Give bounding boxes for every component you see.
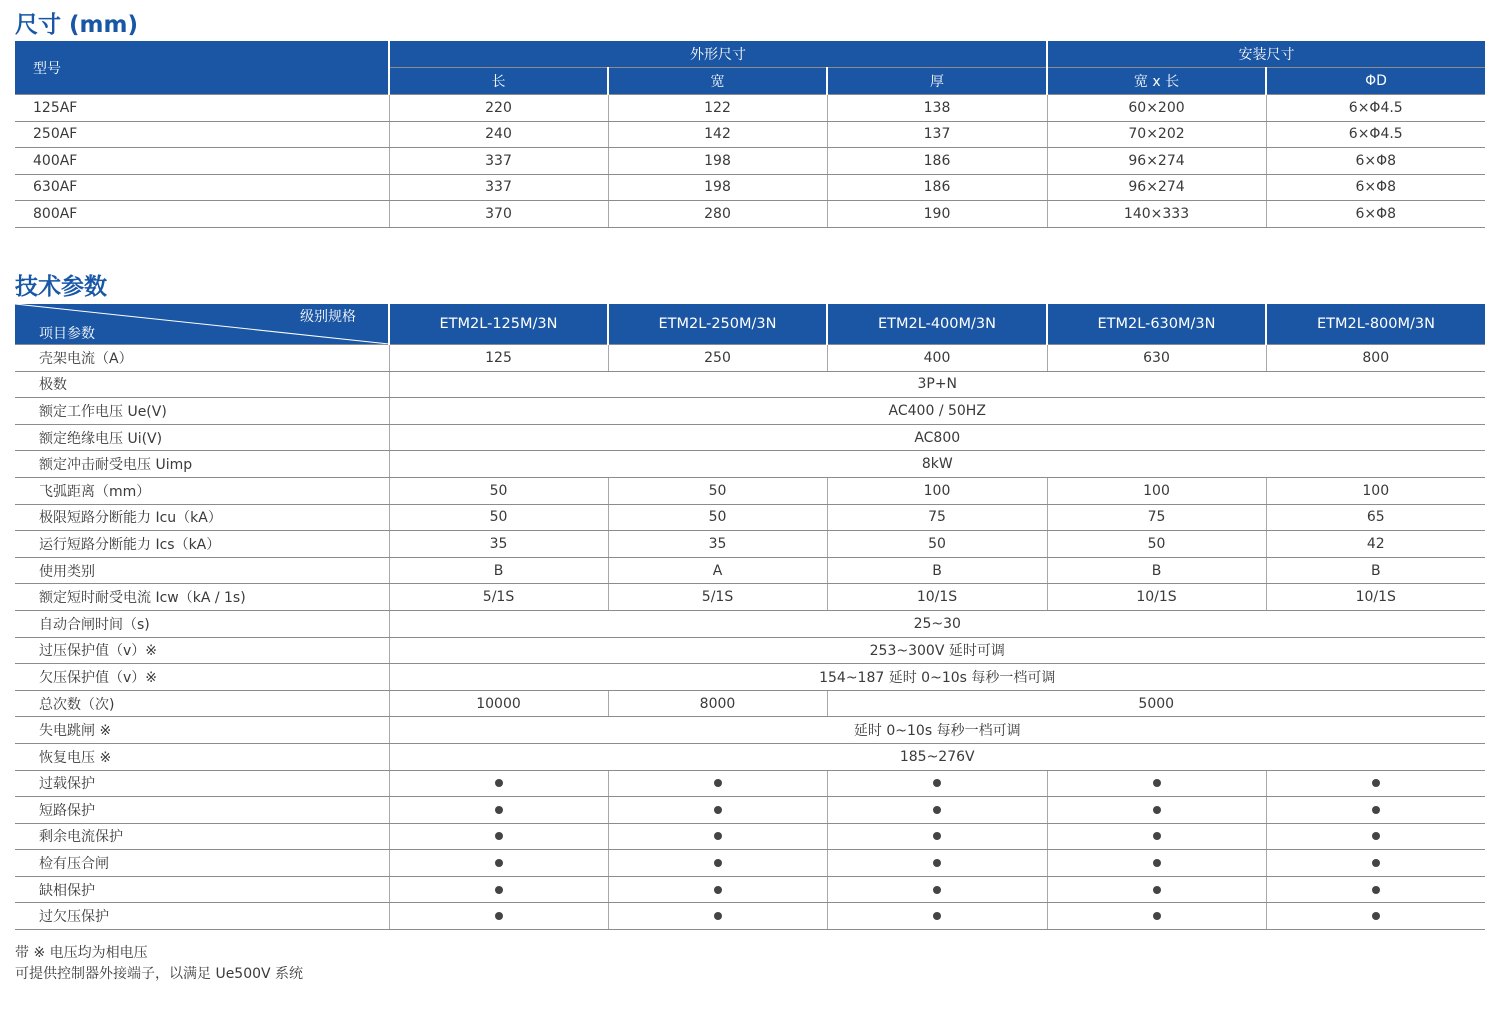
value-cell: 60×200 (1047, 95, 1266, 122)
dim-subheader: 厚 (827, 68, 1047, 95)
param-label: 过压保护值（v）※ (15, 637, 389, 664)
value-cell: 100 (1047, 477, 1266, 504)
model-header: ETM2L-250M/3N (608, 304, 827, 345)
bullet-dot-icon (1372, 779, 1380, 787)
supported-cell (1266, 903, 1485, 930)
bullet-dot-icon (714, 779, 722, 787)
bullet-dot-icon (933, 832, 941, 840)
table-row (15, 903, 1485, 930)
supported-cell (1266, 850, 1485, 877)
supported-cell (1047, 770, 1266, 797)
table-row (15, 637, 1485, 664)
value-cell: 100 (1266, 477, 1485, 504)
value-cell: B (827, 557, 1047, 584)
dim-subheader: 宽 x 长 (1047, 68, 1266, 95)
value-cell: 6×Φ8 (1266, 148, 1485, 175)
supported-cell (827, 797, 1047, 824)
value-cell: 190 (827, 201, 1047, 228)
value-cell: 240 (389, 121, 608, 148)
value-cell: 6×Φ8 (1266, 174, 1485, 201)
param-label: 飞弧距离（mm） (15, 477, 389, 504)
supported-cell (389, 823, 608, 850)
param-label: 过载保护 (15, 770, 389, 797)
mounting-dimensions-header: 安装尺寸 (1047, 41, 1485, 68)
table-row (15, 451, 1485, 478)
supported-cell (1047, 903, 1266, 930)
bullet-dot-icon (495, 779, 503, 787)
merged-value-cell: 5000 (827, 690, 1485, 717)
value-cell: 10/1S (1047, 584, 1266, 611)
bullet-dot-icon (1153, 806, 1161, 814)
bullet-dot-icon (714, 859, 722, 867)
merged-value-cell: 8kW (389, 451, 1485, 478)
value-cell: 142 (608, 121, 827, 148)
value-cell: 50 (1047, 531, 1266, 558)
table-row (15, 345, 1485, 372)
bullet-dot-icon (714, 886, 722, 894)
corner-param-label: 项目参数 (39, 326, 95, 342)
value-cell: 70×202 (1047, 121, 1266, 148)
table-row (15, 504, 1485, 531)
bullet-dot-icon (714, 832, 722, 840)
value-cell: 75 (1047, 504, 1266, 531)
value-cell: 100 (827, 477, 1047, 504)
value-cell: 220 (389, 95, 608, 122)
value-cell: 186 (827, 148, 1047, 175)
supported-cell (389, 797, 608, 824)
value-cell: 280 (608, 201, 827, 228)
supported-cell (827, 850, 1047, 877)
param-label: 总次数（次) (15, 690, 389, 717)
bullet-dot-icon (1153, 886, 1161, 894)
table-row (15, 717, 1485, 744)
value-cell: 10000 (389, 690, 608, 717)
value-cell: 5/1S (608, 584, 827, 611)
corner-spec-label: 级别规格 (300, 309, 356, 325)
corner-header (15, 304, 389, 345)
table-row (15, 743, 1485, 770)
value-cell: 186 (827, 174, 1047, 201)
table-row (15, 174, 1485, 201)
value-cell: 75 (827, 504, 1047, 531)
value-cell: B (389, 557, 608, 584)
bullet-dot-icon (933, 912, 941, 920)
value-cell: 370 (389, 201, 608, 228)
table-row (15, 664, 1485, 691)
model-cell: 800AF (15, 201, 389, 228)
supported-cell (1266, 770, 1485, 797)
merged-value-cell: 25~30 (389, 610, 1485, 637)
bullet-dot-icon (1153, 859, 1161, 867)
param-label: 失电跳闸 ※ (15, 717, 389, 744)
dimensions-title: 尺寸 (mm) (15, 12, 138, 38)
value-cell: 6×Φ4.5 (1266, 95, 1485, 122)
dimensions-table (15, 41, 1485, 228)
param-label: 检有压合闸 (15, 850, 389, 877)
supported-cell (827, 876, 1047, 903)
value-cell: 6×Φ8 (1266, 201, 1485, 228)
param-label: 自动合闸时间（s) (15, 610, 389, 637)
value-cell: 198 (608, 148, 827, 175)
dim-subheader: 长 (389, 68, 608, 95)
table-row (15, 531, 1485, 558)
value-cell: 125 (389, 345, 608, 372)
table-row (15, 424, 1485, 451)
value-cell: 35 (608, 531, 827, 558)
supported-cell (608, 876, 827, 903)
supported-cell (608, 797, 827, 824)
value-cell: 198 (608, 174, 827, 201)
param-label: 额定冲击耐受电压 Uimp (15, 451, 389, 478)
merged-value-cell: 253~300V 延时可调 (389, 637, 1485, 664)
model-header: ETM2L-800M/3N (1266, 304, 1485, 345)
value-cell: 137 (827, 121, 1047, 148)
value-cell: 630 (1047, 345, 1266, 372)
param-label: 极数 (15, 371, 389, 398)
model-header: 型号 (15, 41, 389, 95)
bullet-dot-icon (933, 806, 941, 814)
table-row (15, 95, 1485, 122)
bullet-dot-icon (495, 832, 503, 840)
param-label: 运行短路分断能力 Ics（kA） (15, 531, 389, 558)
dim-subheader: ΦD (1266, 68, 1485, 95)
param-label: 欠压保护值（v）※ (15, 664, 389, 691)
merged-value-cell: 3P+N (389, 371, 1485, 398)
value-cell: 5/1S (389, 584, 608, 611)
bullet-dot-icon (933, 859, 941, 867)
footnote-2: 可提供控制器外接端子，以满足 Ue500V 系统 (15, 966, 304, 982)
value-cell: 50 (389, 504, 608, 531)
supported-cell (1266, 797, 1485, 824)
param-label: 额定短时耐受电流 Icw（kA / 1s) (15, 584, 389, 611)
bullet-dot-icon (1372, 912, 1380, 920)
tech-params-title: 技术参数 (15, 274, 107, 300)
table-row (15, 371, 1485, 398)
tech-params-table (15, 304, 1485, 930)
table-row (15, 398, 1485, 425)
value-cell: 6×Φ4.5 (1266, 121, 1485, 148)
value-cell: A (608, 557, 827, 584)
table-row (15, 121, 1485, 148)
bullet-dot-icon (714, 912, 722, 920)
bullet-dot-icon (495, 859, 503, 867)
value-cell: 8000 (608, 690, 827, 717)
merged-value-cell: 185~276V (389, 743, 1485, 770)
value-cell: 800 (1266, 345, 1485, 372)
bullet-dot-icon (495, 886, 503, 894)
merged-value-cell: AC400 / 50HZ (389, 398, 1485, 425)
merged-value-cell: AC800 (389, 424, 1485, 451)
supported-cell (1266, 823, 1485, 850)
param-label: 额定绝缘电压 Ui(V) (15, 424, 389, 451)
table-row (15, 823, 1485, 850)
supported-cell (608, 850, 827, 877)
bullet-dot-icon (1372, 806, 1380, 814)
value-cell: 337 (389, 148, 608, 175)
value-cell: 50 (608, 477, 827, 504)
value-cell: B (1047, 557, 1266, 584)
param-label: 额定工作电压 Ue(V) (15, 398, 389, 425)
table-row (15, 797, 1485, 824)
supported-cell (608, 823, 827, 850)
table-row (15, 610, 1485, 637)
value-cell: 140×333 (1047, 201, 1266, 228)
model-cell: 125AF (15, 95, 389, 122)
bullet-dot-icon (1372, 859, 1380, 867)
bullet-dot-icon (1153, 779, 1161, 787)
value-cell: 337 (389, 174, 608, 201)
supported-cell (1266, 876, 1485, 903)
bullet-dot-icon (1372, 832, 1380, 840)
value-cell: 122 (608, 95, 827, 122)
model-header: ETM2L-400M/3N (827, 304, 1047, 345)
footnote-1: 带 ※ 电压均为相电压 (15, 945, 148, 961)
merged-value-cell: 延时 0~10s 每秒一档可调 (389, 717, 1485, 744)
supported-cell (389, 770, 608, 797)
value-cell: 65 (1266, 504, 1485, 531)
bullet-dot-icon (495, 912, 503, 920)
bullet-dot-icon (1372, 886, 1380, 894)
value-cell: 400 (827, 345, 1047, 372)
value-cell: 10/1S (827, 584, 1047, 611)
table-row (15, 201, 1485, 228)
dim-subheader: 宽 (608, 68, 827, 95)
supported-cell (827, 903, 1047, 930)
value-cell: 96×274 (1047, 174, 1266, 201)
table-row (15, 477, 1485, 504)
model-header: ETM2L-630M/3N (1047, 304, 1266, 345)
model-cell: 630AF (15, 174, 389, 201)
value-cell: 35 (389, 531, 608, 558)
table-row (15, 690, 1485, 717)
table-row (15, 584, 1485, 611)
value-cell: 50 (827, 531, 1047, 558)
param-label: 使用类别 (15, 557, 389, 584)
bullet-dot-icon (495, 806, 503, 814)
model-cell: 400AF (15, 148, 389, 175)
model-cell: 250AF (15, 121, 389, 148)
value-cell: 42 (1266, 531, 1485, 558)
outline-dimensions-header: 外形尺寸 (389, 41, 1047, 68)
supported-cell (389, 903, 608, 930)
bullet-dot-icon (933, 779, 941, 787)
supported-cell (389, 876, 608, 903)
value-cell: B (1266, 557, 1485, 584)
param-label: 极限短路分断能力 Icu（kA） (15, 504, 389, 531)
param-label: 恢复电压 ※ (15, 743, 389, 770)
table-row (15, 557, 1485, 584)
supported-cell (1047, 876, 1266, 903)
footnotes (15, 943, 303, 985)
value-cell: 50 (608, 504, 827, 531)
param-label: 剩余电流保护 (15, 823, 389, 850)
table-row (15, 876, 1485, 903)
bullet-dot-icon (1153, 912, 1161, 920)
supported-cell (827, 770, 1047, 797)
value-cell: 96×274 (1047, 148, 1266, 175)
bullet-dot-icon (1153, 832, 1161, 840)
param-label: 过欠压保护 (15, 903, 389, 930)
supported-cell (608, 770, 827, 797)
table-row (15, 770, 1485, 797)
supported-cell (1047, 850, 1266, 877)
bullet-dot-icon (933, 886, 941, 894)
merged-value-cell: 154~187 延时 0~10s 每秒一档可调 (389, 664, 1485, 691)
param-label: 缺相保护 (15, 876, 389, 903)
supported-cell (1047, 823, 1266, 850)
supported-cell (1047, 797, 1266, 824)
param-label: 短路保护 (15, 797, 389, 824)
value-cell: 250 (608, 345, 827, 372)
value-cell: 10/1S (1266, 584, 1485, 611)
param-label: 壳架电流（A） (15, 345, 389, 372)
table-row (15, 148, 1485, 175)
supported-cell (827, 823, 1047, 850)
value-cell: 50 (389, 477, 608, 504)
value-cell: 138 (827, 95, 1047, 122)
supported-cell (389, 850, 608, 877)
table-row (15, 850, 1485, 877)
supported-cell (608, 903, 827, 930)
model-header: ETM2L-125M/3N (389, 304, 608, 345)
bullet-dot-icon (714, 806, 722, 814)
